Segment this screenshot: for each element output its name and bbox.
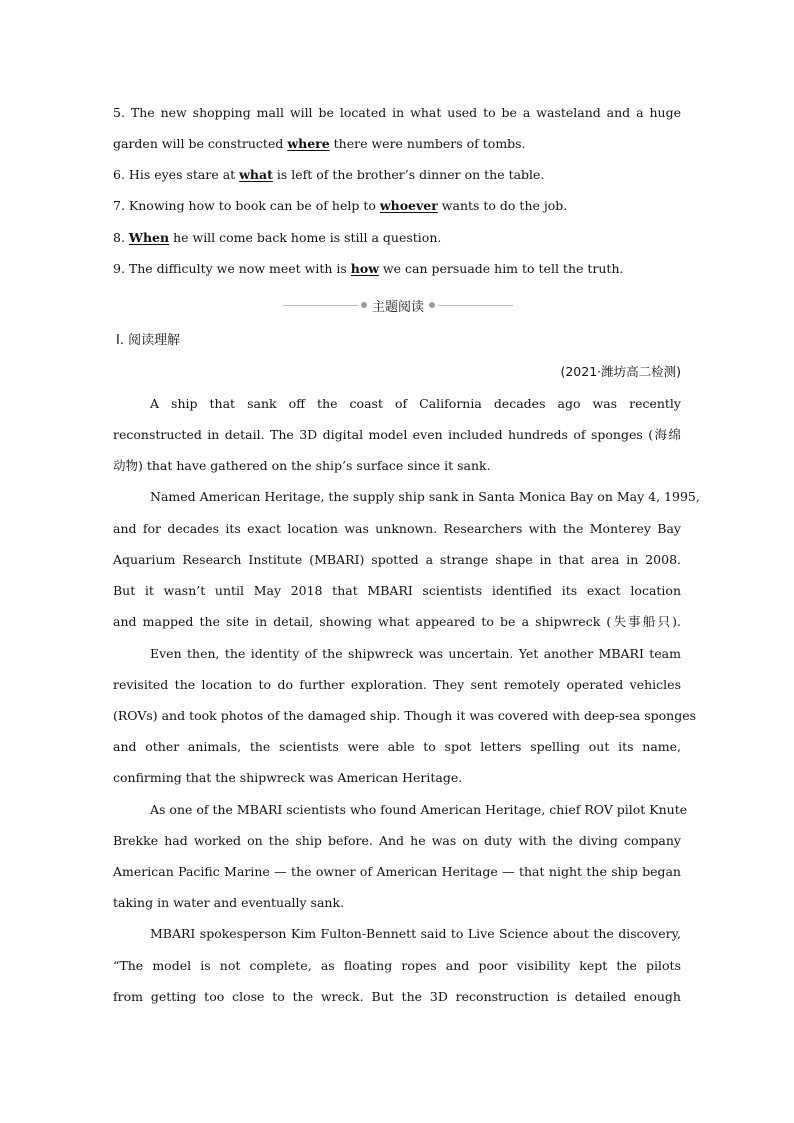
passage-line: Brekke had worked on the ship before. And he was on duty with the diving company <box>113 833 681 848</box>
item-number: 9. <box>113 261 125 276</box>
passage-line: from getting too close to the wreck. But the 3D reconstruction is detailed enough <box>113 989 681 1004</box>
item-number: 7. <box>113 198 125 213</box>
section-divider <box>283 295 513 315</box>
passage-line: Even then, the identity of the shipwreck was uncertain. Yet another MBARI team <box>150 646 681 661</box>
passage-line: (ROVs) and took photos of the damaged ship. Though it was covered with deep-sea sponges <box>113 708 697 723</box>
sentence-5-line-2 <box>113 136 681 152</box>
sentence-5-line-1 <box>113 105 681 121</box>
sentence-text: we can persuade him to tell the truth. <box>378 261 624 276</box>
sentence-text: is left of the brother’s dinner on the table. <box>272 167 545 182</box>
passage-line: But it wasn’t until May 2018 that MBARI scientists identified its exact location <box>113 583 681 598</box>
part-heading: Ⅰ. 阅读理解 <box>116 333 181 348</box>
sentence-text: garden will be constructed <box>113 136 288 151</box>
passage-line: reconstructed in detail. The 3D digital model even included hundreds of sponges (海绵 <box>113 427 681 442</box>
passage-line: and mapped the site in detail, showing what appeared to be a shipwreck (失事船只). <box>113 614 681 629</box>
passage-line: American Pacific Marine — the owner of American Heritage — that night the ship began <box>113 864 681 879</box>
passage-line: taking in water and eventually sank. <box>113 895 345 910</box>
passage-line: MBARI spokesperson Kim Fulton-Bennett said to Live Science about the discovery, <box>150 926 681 941</box>
sentence-text: The new shopping mall will be located in what used to be a wasteland and a huge <box>130 105 681 120</box>
divider-rule-right <box>438 305 513 306</box>
sentence-text: Knowing how to book can be of help to <box>128 198 380 213</box>
passage-line: Named American Heritage, the supply ship sank in Santa Monica Bay on May 4, 1995, <box>150 489 700 504</box>
item-number: 5. <box>113 105 125 120</box>
passage-line: revisited the location to do further exploration. They sent remotely operated vehicles <box>113 677 681 692</box>
sentence-text: wants to do the job. <box>437 198 568 213</box>
passage-line: “The model is not complete, as floating ropes and poor visibility kept the pilots <box>113 958 681 973</box>
answer-word: how <box>350 261 379 276</box>
source-citation: (2021·潍坊高二检测) <box>560 364 681 379</box>
passage-line: Aquarium Research Institute (MBARI) spotted a strange shape in that area in 2008. <box>113 552 681 567</box>
answer-word: When <box>128 230 170 245</box>
passage-line: 动物) that have gathered on the ship’s surface since it sank. <box>113 458 491 473</box>
sentence-8 <box>113 230 681 246</box>
sentence-6 <box>113 167 681 183</box>
section-title: 主题阅读 <box>372 299 425 315</box>
divider-dot-icon <box>361 302 367 308</box>
answer-word: what <box>239 167 273 182</box>
item-number: 6. <box>113 167 125 182</box>
sentence-text: The difficulty we now meet with is <box>128 261 351 276</box>
answer-word: where <box>287 136 330 151</box>
passage-line: and other animals, the scientists were able to spot letters spelling out its name, <box>113 739 681 754</box>
sentence-text: he will come back home is still a question. <box>169 230 442 245</box>
sentence-text: there were numbers of tombs. <box>329 136 526 151</box>
sentence-9 <box>113 261 681 277</box>
item-number: 8. <box>113 230 125 245</box>
divider-dot-icon <box>429 302 435 308</box>
answer-word: whoever <box>379 198 438 213</box>
divider-rule-left <box>283 305 358 306</box>
sentence-text: His eyes stare at <box>128 167 240 182</box>
passage-line: confirming that the shipwreck was American Heritage. <box>113 770 463 785</box>
passage-line: As one of the MBARI scientists who found American Heritage, chief ROV pilot Knute <box>150 802 688 817</box>
passage-line: A ship that sank off the coast of California decades ago was recently <box>150 396 681 411</box>
sentence-7 <box>113 198 681 214</box>
passage-line: and for decades its exact location was unknown. Researchers with the Monterey Bay <box>113 521 681 536</box>
